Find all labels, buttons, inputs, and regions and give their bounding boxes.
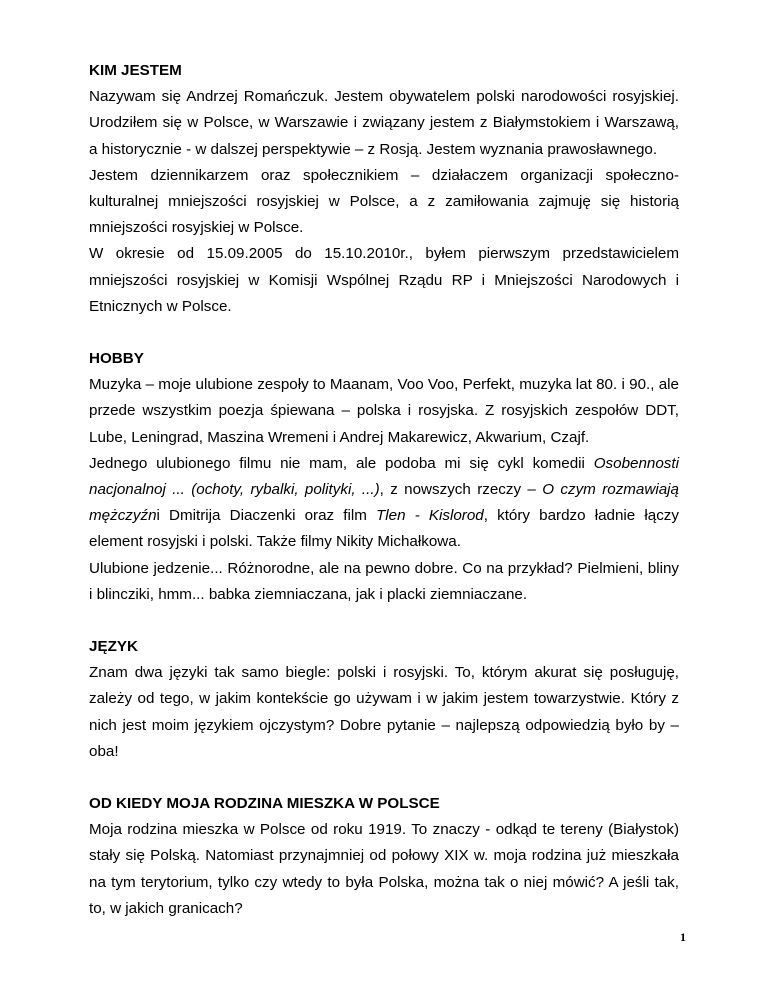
film-title: Osobennosti nacjonalnoj ... (ochoty, rybalki, polityki, ...) (89, 454, 679, 499)
film-title: O czym rozmawiają mężczyźn (89, 481, 679, 525)
paragraph: W okresie od 15.09.2005 do 15.10.2010r., byłem pierwszym przedstawicielem mniejszości rosyjskiej w Komisji Wspólnej Rządu RP i Mniejszości Narodowych i Etnicznych w Polsce. (89, 245, 679, 315)
document-body (89, 58, 679, 922)
section-heading: OD KIEDY MOJA RODZINA MIESZKA W POLSCE (89, 795, 440, 813)
section-jezyk (89, 634, 679, 765)
text-run: Jednego ulubionego filmu nie mam, ale podoba mi się cykl komedii (89, 454, 594, 472)
paragraph: Znam dwa języki tak samo biegle: polski i rosyjski. To, którym akurat się posługuję, zależy od tego, w jakim kontekście go używam i w jakim jestem towarzystwie. Który z nich jest moim językiem ojczystym? Dobre pytanie – najlepszą odpowiedzią było by – oba! (89, 664, 679, 760)
page-number: 1 (680, 930, 686, 944)
paragraph-films (89, 451, 679, 556)
paragraph: Ulubione jedzenie... Różnorodne, ale na pewno dobre. Co na przykład? Pielmieni, bliny i blincziki, hmm... babka ziemniaczana, jak i placki ziemniaczane. (89, 559, 679, 603)
section-heading: KIM JESTEM (89, 62, 182, 79)
paragraph: Jestem dziennikarzem oraz społecznikiem – działaczem organizacji społeczno-kulturalnej mniejszości rosyjskiej w Polsce, a z zamiłowania zajmuję się historią mniejszości rosyjskiej w Polsce. (89, 166, 679, 237)
text-run: i Dmitrija Diaczenki oraz film (156, 507, 377, 525)
text-run: , który bardzo ładnie łączy element rosyjski i polski. Także filmy Nikity Michałkowa. (89, 507, 679, 551)
paragraph: Moja rodzina mieszka w Polsce od roku 1919. To znaczy - odkąd te tereny (Białystok) stały się Polską. Natomiast przynajmniej od połowy XIX w. moja rodzina już mieszkała na tym terytorium, tylko czy wtedy to była Polska, można tak o niej mówić? A jeśli tak, to, w jakich granicach? (89, 821, 679, 917)
film-title: Tlen - Kislorod (376, 507, 484, 525)
paragraph: Nazywam się Andrzej Romańczuk. Jestem obywatelem polski narodowości rosyjskiej. Urodziłem się w Polsce, w Warszawie i związany jestem z Białymstokiem i Warszawą, a historycznie - w dalszej perspektywie – z Rosją. Jestem wyznania prawosławnego. (89, 88, 679, 158)
paragraph: Muzyka – moje ulubione zespoły to Maanam, Voo Voo, Perfekt, muzyka lat 80. i 90., ale przede wszystkim poezja śpiewana – polska i rosyjska. Z rosyjskich zespołów DDT, Lube, Leningrad, Maszina Wremeni i Andrej Makarewicz, Akwarium, Czajf. (89, 376, 679, 446)
text-run: , z nowszych rzeczy – (379, 481, 543, 499)
section-hobby (89, 346, 679, 608)
section-heading: JĘZYK (89, 638, 138, 656)
section-heading: HOBBY (89, 350, 144, 368)
section-kim-jestem (89, 58, 679, 320)
section-rodzina (89, 791, 679, 922)
